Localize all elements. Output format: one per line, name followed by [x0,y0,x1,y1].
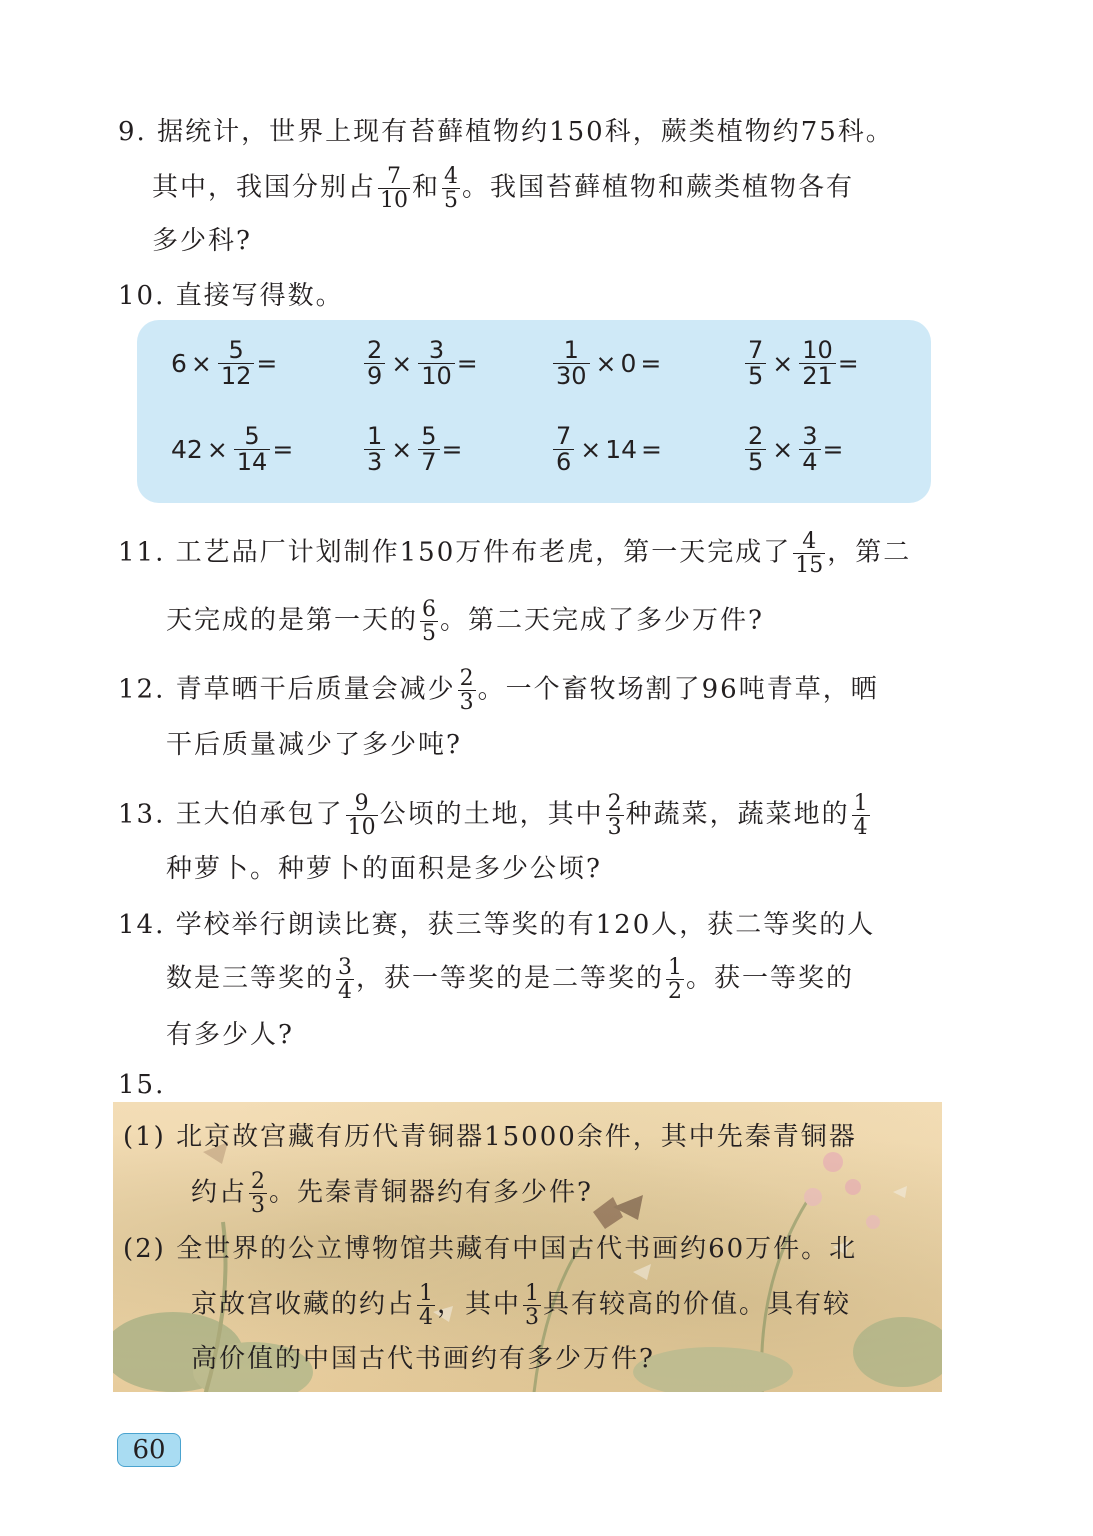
operator: × [580,435,602,465]
operator: × [772,435,794,465]
frac-numerator: 2 [251,1169,266,1194]
fraction [799,424,820,475]
frac-numerator: 7 [553,424,574,450]
frac-numerator: 2 [364,338,385,364]
frac-numerator: 2 [607,791,622,816]
fraction [799,338,836,389]
q15-p1-text-b: 。先秦青铜器约有多少件? [269,1177,593,1208]
q11-line2 [166,598,764,645]
equals-sign: = [256,349,278,379]
q12-line1 [118,667,879,714]
q15-part2-line2 [191,1282,851,1329]
equals-sign: = [272,435,294,465]
q13-line2: 种萝卜。种萝卜的面积是多少公顷? [166,854,602,884]
frac-denominator: 4 [338,979,353,1005]
q14-line3: 有多少人? [166,1020,294,1050]
frac-denominator: 6 [556,448,572,477]
q13-text-c: 种蔬菜，蔬菜地的 [625,799,850,830]
fraction [418,424,439,475]
frac-numerator: 6 [422,597,437,622]
frac-denominator: 3 [525,1305,540,1331]
frac-numerator: 2 [745,424,766,450]
q11-fraction-2 [420,598,438,645]
frac-denominator: 7 [421,448,437,477]
frac-numerator: 4 [444,164,459,189]
q15-part1-line2 [191,1170,593,1217]
q13-fraction-1 [346,792,378,839]
equals-sign: = [837,349,859,379]
q12-line2: 干后质量减少了多少吨? [166,730,462,760]
frac-denominator: 12 [220,362,252,391]
equals-sign: = [822,435,844,465]
operand: 6 [171,349,187,379]
fraction [218,338,255,389]
frac-denominator: 3 [367,448,383,477]
q15-p1-fraction [249,1170,267,1217]
operator: × [391,349,413,379]
q12-text-a: 12. 青草晒干后质量会减少 [118,674,456,705]
frac-denominator: 3 [251,1193,266,1219]
fraction [745,338,766,389]
q9-fraction-2 [442,165,460,212]
operator: × [206,435,228,465]
frac-denominator: 10 [421,362,452,391]
fraction [418,338,455,389]
q9-text-a: 其中，我国分别占 [152,172,377,203]
q14-text-a: 数是三等奖的 [166,963,335,994]
frac-numerator: 3 [418,338,455,364]
fraction [234,424,271,475]
q15-title: 15. [118,1070,166,1100]
frac-denominator: 15 [795,553,824,579]
q15-part1-line1: (1) 北京故宫藏有历代青铜器15000余件，其中先秦青铜器 [123,1122,857,1152]
painting-background [113,1102,942,1392]
q13-line1 [118,792,872,839]
equals-sign: = [641,435,662,465]
frac-denominator: 10 [380,188,409,214]
operand: 42 [171,435,203,465]
operator: × [772,349,794,379]
frac-denominator: 30 [556,362,587,391]
frac-denominator: 4 [802,448,818,477]
q15-part2-line1: (2) 全世界的公立博物馆共藏有中国古代书画约60万件。北 [123,1234,858,1264]
frac-numerator: 1 [525,1281,540,1306]
frac-numerator: 1 [668,955,683,980]
q14-fraction-2 [666,956,684,1003]
frac-denominator: 5 [748,362,764,391]
frac-denominator: 4 [419,1305,434,1331]
fraction [553,338,590,389]
frac-denominator: 5 [422,621,437,647]
frac-denominator: 3 [607,815,622,841]
q12-text-b: 。一个畜牧场割了96吨青草，晒 [477,674,879,705]
frac-numerator: 7 [745,338,766,364]
q15-p2-text-b: ，其中 [437,1289,522,1320]
frac-denominator: 4 [853,815,868,841]
operand: 0 [620,349,637,379]
q15-p2-fraction-1 [417,1282,435,1329]
frac-denominator: 5 [444,188,459,214]
frac-numerator: 1 [553,338,590,364]
frac-numerator: 9 [346,792,378,816]
calc-expression [362,424,462,475]
frac-denominator: 10 [347,815,376,841]
frac-numerator: 2 [459,666,474,691]
calc-expression [743,424,843,475]
q15-p2-fraction-2 [523,1282,541,1329]
q14-text-c: 。获一等奖的 [686,963,855,994]
calc-expression [743,338,859,389]
q10-title: 10. 直接写得数。 [118,281,344,311]
fraction [553,424,574,475]
frac-numerator: 1 [364,424,385,450]
calc-expression [362,338,478,389]
frac-denominator: 2 [668,979,683,1005]
calc-expression [171,424,293,475]
q11-text-a: 11. 工艺品厂计划制作150万件布老虎，第一天完成了 [118,537,792,568]
operator: × [190,349,212,379]
frac-denominator: 9 [367,362,383,391]
equals-sign: = [640,349,662,379]
q11-text-b: ，第二 [827,537,912,568]
q15-p1-text-a: 约占 [191,1177,248,1208]
q11-fraction-1 [793,530,825,577]
operand: 14 [605,435,638,465]
calc-expression [171,338,277,389]
q15-p2-text-a: 京故宫收藏的约占 [191,1289,416,1320]
fraction [745,424,766,475]
q9-line3: 多少科? [152,226,252,256]
frac-numerator: 5 [418,424,439,450]
q15-p2-text-c: 具有较高的价值。具有较 [543,1289,852,1320]
q9-text-c: 。我国苔藓植物和蕨类植物各有 [462,172,855,203]
frac-numerator: 3 [338,955,353,980]
q9-text-b: 和 [412,172,441,203]
frac-numerator: 5 [218,338,255,364]
q13-fraction-2 [606,792,624,839]
fraction [364,338,385,389]
page-number: 60 [117,1433,181,1467]
q9-fraction-1 [378,165,410,212]
equals-sign: = [456,349,478,379]
calc-expression [551,338,665,389]
frac-numerator: 3 [799,424,820,450]
q11-text-c: 天完成的是第一天的 [166,605,419,636]
frac-numerator: 1 [419,1281,434,1306]
q14-line1: 14. 学校举行朗读比赛，获三等奖的有120人，获二等奖的人 [118,910,876,940]
q13-text-b: 公顷的土地，其中 [379,799,604,830]
q9-line2 [152,165,854,212]
frac-numerator: 1 [853,791,868,816]
fraction [364,424,385,475]
q13-fraction-3 [852,792,870,839]
q14-text-b: ，获一等奖的是二等奖的 [356,963,665,994]
frac-denominator: 5 [748,448,764,477]
q9-line1: 9. 据统计，世界上现有苔藓植物约150科，蕨类植物约75科。 [118,117,894,147]
operator: × [391,435,413,465]
frac-denominator: 14 [236,448,268,477]
q11-line1 [118,530,911,577]
frac-denominator: 3 [459,690,474,716]
q14-line2 [166,956,854,1003]
equals-sign: = [441,435,463,465]
q15-part2-line3: 高价值的中国古代书画约有多少万件? [191,1344,655,1374]
q14-fraction-1 [336,956,354,1003]
operator: × [595,349,617,379]
frac-numerator: 10 [799,338,836,364]
frac-numerator: 4 [793,530,825,554]
frac-numerator: 5 [234,424,271,450]
calc-expression [551,424,666,475]
q12-fraction-1 [458,667,476,714]
q11-text-d: 。第二天完成了多少万件? [440,605,764,636]
frac-numerator: 7 [378,165,410,189]
q13-text-a: 13. 王大伯承包了 [118,799,344,830]
frac-denominator: 21 [802,362,833,391]
calc-exercise-box [137,320,931,503]
